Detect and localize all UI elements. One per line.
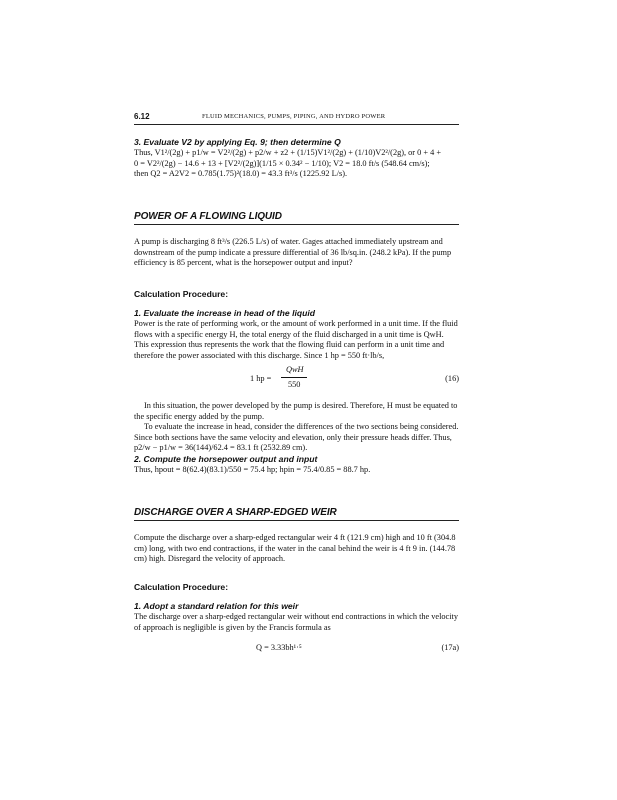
step-text: Thus, hpout = 8(62.4)(83.1)/550 = 75.4 hp; hpin = 75.4/0.85 = 88.7 hp. [134,465,371,474]
step-heading: 1. Evaluate the increase in head of the liquid [134,308,315,318]
header-rule [134,124,459,125]
section-title: DISCHARGE OVER A SHARP-EDGED WEIR [134,507,337,518]
calc-procedure-heading: Calculation Procedure: [134,289,229,299]
equation-17a [134,643,459,655]
problem-statement: A pump is discharging 8 ft³/s (226.5 L/s) of water. Gages attached immediately upstream and downstream of the pump indicate a pressure differential of 36 lb/sq.in. (248.2 kPa). If the pump efficiency is 85 percent, what is the horsepower output and input? [134,237,452,267]
paragraph: In this situation, the power developed by the pump is desired. Therefore, H must be equated to the specific energy added by the pump. [134,401,458,421]
step-heading: 3. Evaluate V2 by applying Eq. 9; then determine Q [134,137,341,147]
running-title: FLUID MECHANICS, PUMPS, PIPING, AND HYDRO POWER [202,113,386,120]
equation-line: Thus, V1²/(2g) + p1/w = V2²/(2g) + p2/w + z2 + (1/15)V1²/(2g) + (1/10)V2²/(2g), or 0 + 4 + [134,148,442,157]
equation-line: then Q2 = A2V2 = 0.785(1.75)²(18.0) = 43.3 ft³/s (1225.92 L/s). [134,169,348,178]
step-heading: 1. Adopt a standard relation for this weir [134,601,299,611]
section-rule [134,520,459,521]
equation-lhs: 1 hp = [250,374,272,383]
step-heading: 2. Compute the horsepower output and input [134,454,318,464]
problem-statement: Compute the discharge over a sharp-edged rectangular weir 4 ft (121.9 cm) high and 10 ft (304.8 cm) long, with two end contractions, if the water in the canal behind the weir is 4 ft 9 in. (144.78 cm) high. Disregard the velocity of approach. [134,533,456,563]
equation-numerator: QwH [286,365,304,374]
calc-procedure-heading: Calculation Procedure: [134,582,229,592]
equation-number: (16) [445,374,459,383]
page-number: 6.12 [134,112,150,121]
fraction-bar [281,377,307,378]
step-2 [134,454,459,476]
step-text: Power is the rate of performing work, or the amount of work performed in a unit time. If the fluid flows with a specific energy H, the total energy of the fluid discharged in a unit time is QwH. This expression thus represents the work that the flowing fluid can perform in a unit time and therefore the power associated with this discharge. Since 1 hp = 550 ft·lb/s, [134,319,458,360]
section-rule [134,224,459,225]
step-1 [134,601,459,633]
equation-number: (17a) [441,643,459,652]
paragraph: To evaluate the increase in head, consider the differences of the two sections being considered. Since both sections have the same velocity and elevation, only their pressure heads differ. Thus, p2/w − p1/w = 36(144)/62.4 = 83.1 ft (2532.89 cm). [134,422,459,452]
step-text: The discharge over a sharp-edged rectangular weir without end contractions in which the velocity of approach is negligible is given by the Francis formula as [134,612,458,632]
equation-denominator: 550 [288,380,301,389]
step-1 [134,308,459,361]
equation-16 [134,364,459,394]
section-title: POWER OF A FLOWING LIQUID [134,211,282,222]
equation-line: 0 = V2²/(2g) − 14.6 + 13 + [V2²/(2g)](1/15 × 0.34² − 1/10); V2 = 18.0 ft/s (548.64 cm/s); [134,158,430,168]
explanation [134,401,459,454]
equation-body: Q = 3.33bh¹·⁵ [256,643,302,652]
running-header [134,112,459,122]
previous-step-3 [134,137,459,180]
